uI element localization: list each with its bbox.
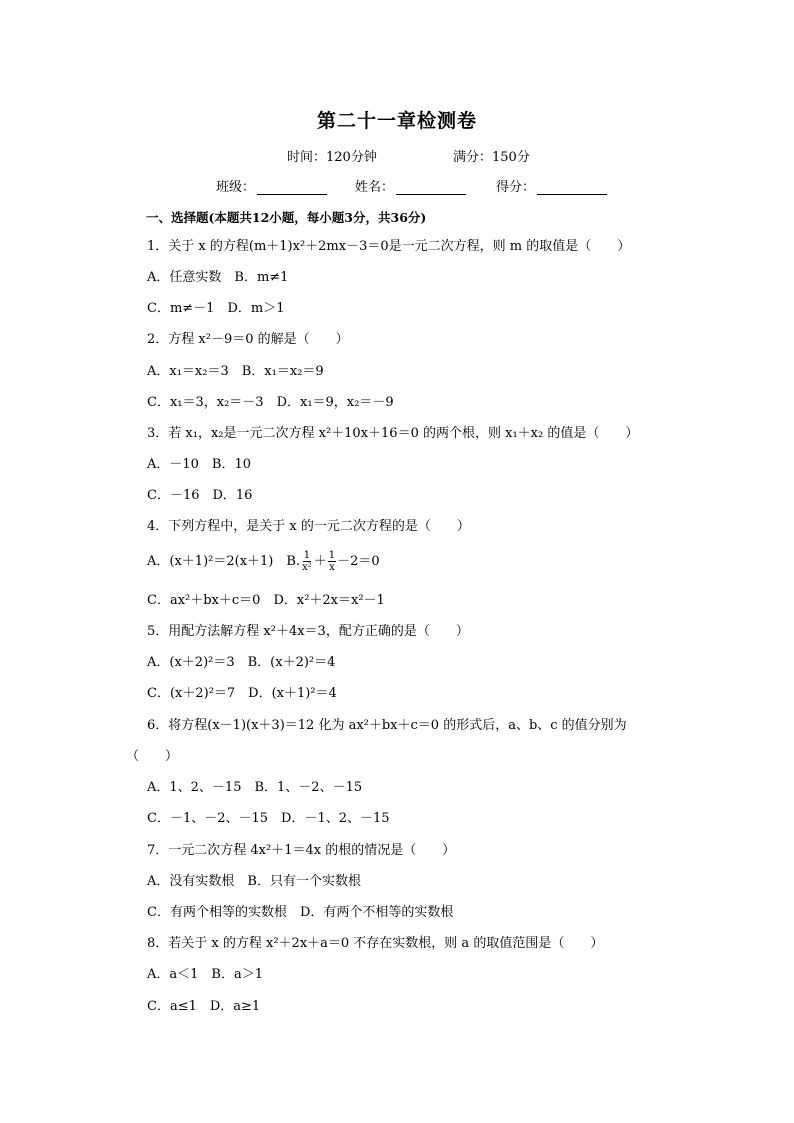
question-4-stem: 4．下列方程中，是关于 x 的一元二次方程的是（ ） xyxy=(147,519,470,534)
question-4-option-a: A．(x＋1)²＝2(x＋1) B. xyxy=(147,553,301,569)
class-field xyxy=(216,176,327,195)
section-heading: 一、选择题(本题共12小题，每小题3分，共36分) xyxy=(146,210,427,225)
question-5-stem: 5．用配方法解方程 x²＋4x＝3，配方正确的是（ ） xyxy=(147,624,469,639)
class-blank[interactable] xyxy=(257,180,327,195)
name-field xyxy=(355,176,466,195)
question-3-options-cd: C．－16 D．16 xyxy=(147,488,253,503)
question-8-options-cd: C．a≤1 D．a≥1 xyxy=(147,999,261,1014)
question-2-options-cd: C．x₁＝3，x₂＝－3 D．x₁＝9，x₂＝－9 xyxy=(147,395,394,410)
question-3-options-ab: A．－10 B．10 xyxy=(147,457,252,472)
score-field xyxy=(496,176,607,195)
question-6-options-ab: A．1、2、－15 B．1、－2、－15 xyxy=(147,780,363,795)
question-8-stem: 8．若关于 x 的方程 x²＋2x＋a＝0 不存在实数根，则 a 的取值范围是（ ） xyxy=(147,936,604,951)
question-6-options-cd: C．－1、－2、－15 D．－1、2、－15 xyxy=(147,811,390,826)
question-3-stem: 3．若 x₁，x₂是一元二次方程 x²＋10x＋16＝0 的两个根，则 x₁＋x₂ 的值是（ ） xyxy=(147,426,639,441)
fraction-1-over-x-squared: $\frac{1}{\text{x²}}$ xyxy=(302,550,312,573)
question-7-options-cd: C．有两个相等的实数根 D．有两个不相等的实数根 xyxy=(147,905,454,920)
question-8-options-ab: A．a＜1 B．a＞1 xyxy=(147,967,263,982)
score-label: 得分： xyxy=(496,180,536,195)
name-label: 姓名： xyxy=(355,180,395,195)
question-2-stem: 2．方程 x²－9＝0 的解是（ ） xyxy=(147,332,349,347)
time-limit: 时间：120分钟 xyxy=(287,150,377,165)
fraction-1-over-x: $\frac{1}{x}$ xyxy=(328,550,336,573)
full-score: 满分：150分 xyxy=(453,150,530,165)
question-1-options-cd: C．m≠－1 D．m＞1 xyxy=(147,301,285,316)
question-4-options-cd: C．ax²＋bx＋c＝0 D．x²＋2x＝x²－1 xyxy=(147,593,385,608)
score-blank[interactable] xyxy=(537,180,607,195)
question-1-stem: 1．关于 x 的方程(m＋1)x²＋2mx－3＝0是一元二次方程，则 m 的取值是（ ） xyxy=(147,239,631,254)
question-5-options-cd: C．(x＋2)²＝7 D．(x＋1)²＝4 xyxy=(147,686,337,701)
question-5-options-ab: A．(x＋2)²＝3 B．(x＋2)²＝4 xyxy=(147,655,336,670)
question-7-options-ab: A．没有实数根 B．只有一个实数根 xyxy=(147,874,361,889)
class-label: 班级： xyxy=(216,180,256,195)
question-6-stem: 6．将方程(x－1)(x＋3)＝12 化为 ax²＋bx＋c＝0 的形式后，a、b、c 的值分别为 xyxy=(147,718,627,733)
question-1-options-ab: A．任意实数 B．m≠1 xyxy=(147,270,289,285)
name-blank[interactable] xyxy=(396,180,466,195)
question-4-options-ab: A．(x＋1)²＝2(x＋1) B. $\frac{1}{\text{x²}}$ ＋ $\frac{1}{x}$ －2＝0 xyxy=(147,550,380,573)
question-2-options-ab: A．x₁＝x₂＝3 B．x₁＝x₂＝9 xyxy=(147,364,324,379)
question-6-stem-continued: （ ） xyxy=(126,749,179,764)
page-title: 第二十一章检测卷 xyxy=(316,110,477,132)
question-7-stem: 7．一元二次方程 4x²＋1＝4x 的根的情况是（ ） xyxy=(147,843,456,858)
